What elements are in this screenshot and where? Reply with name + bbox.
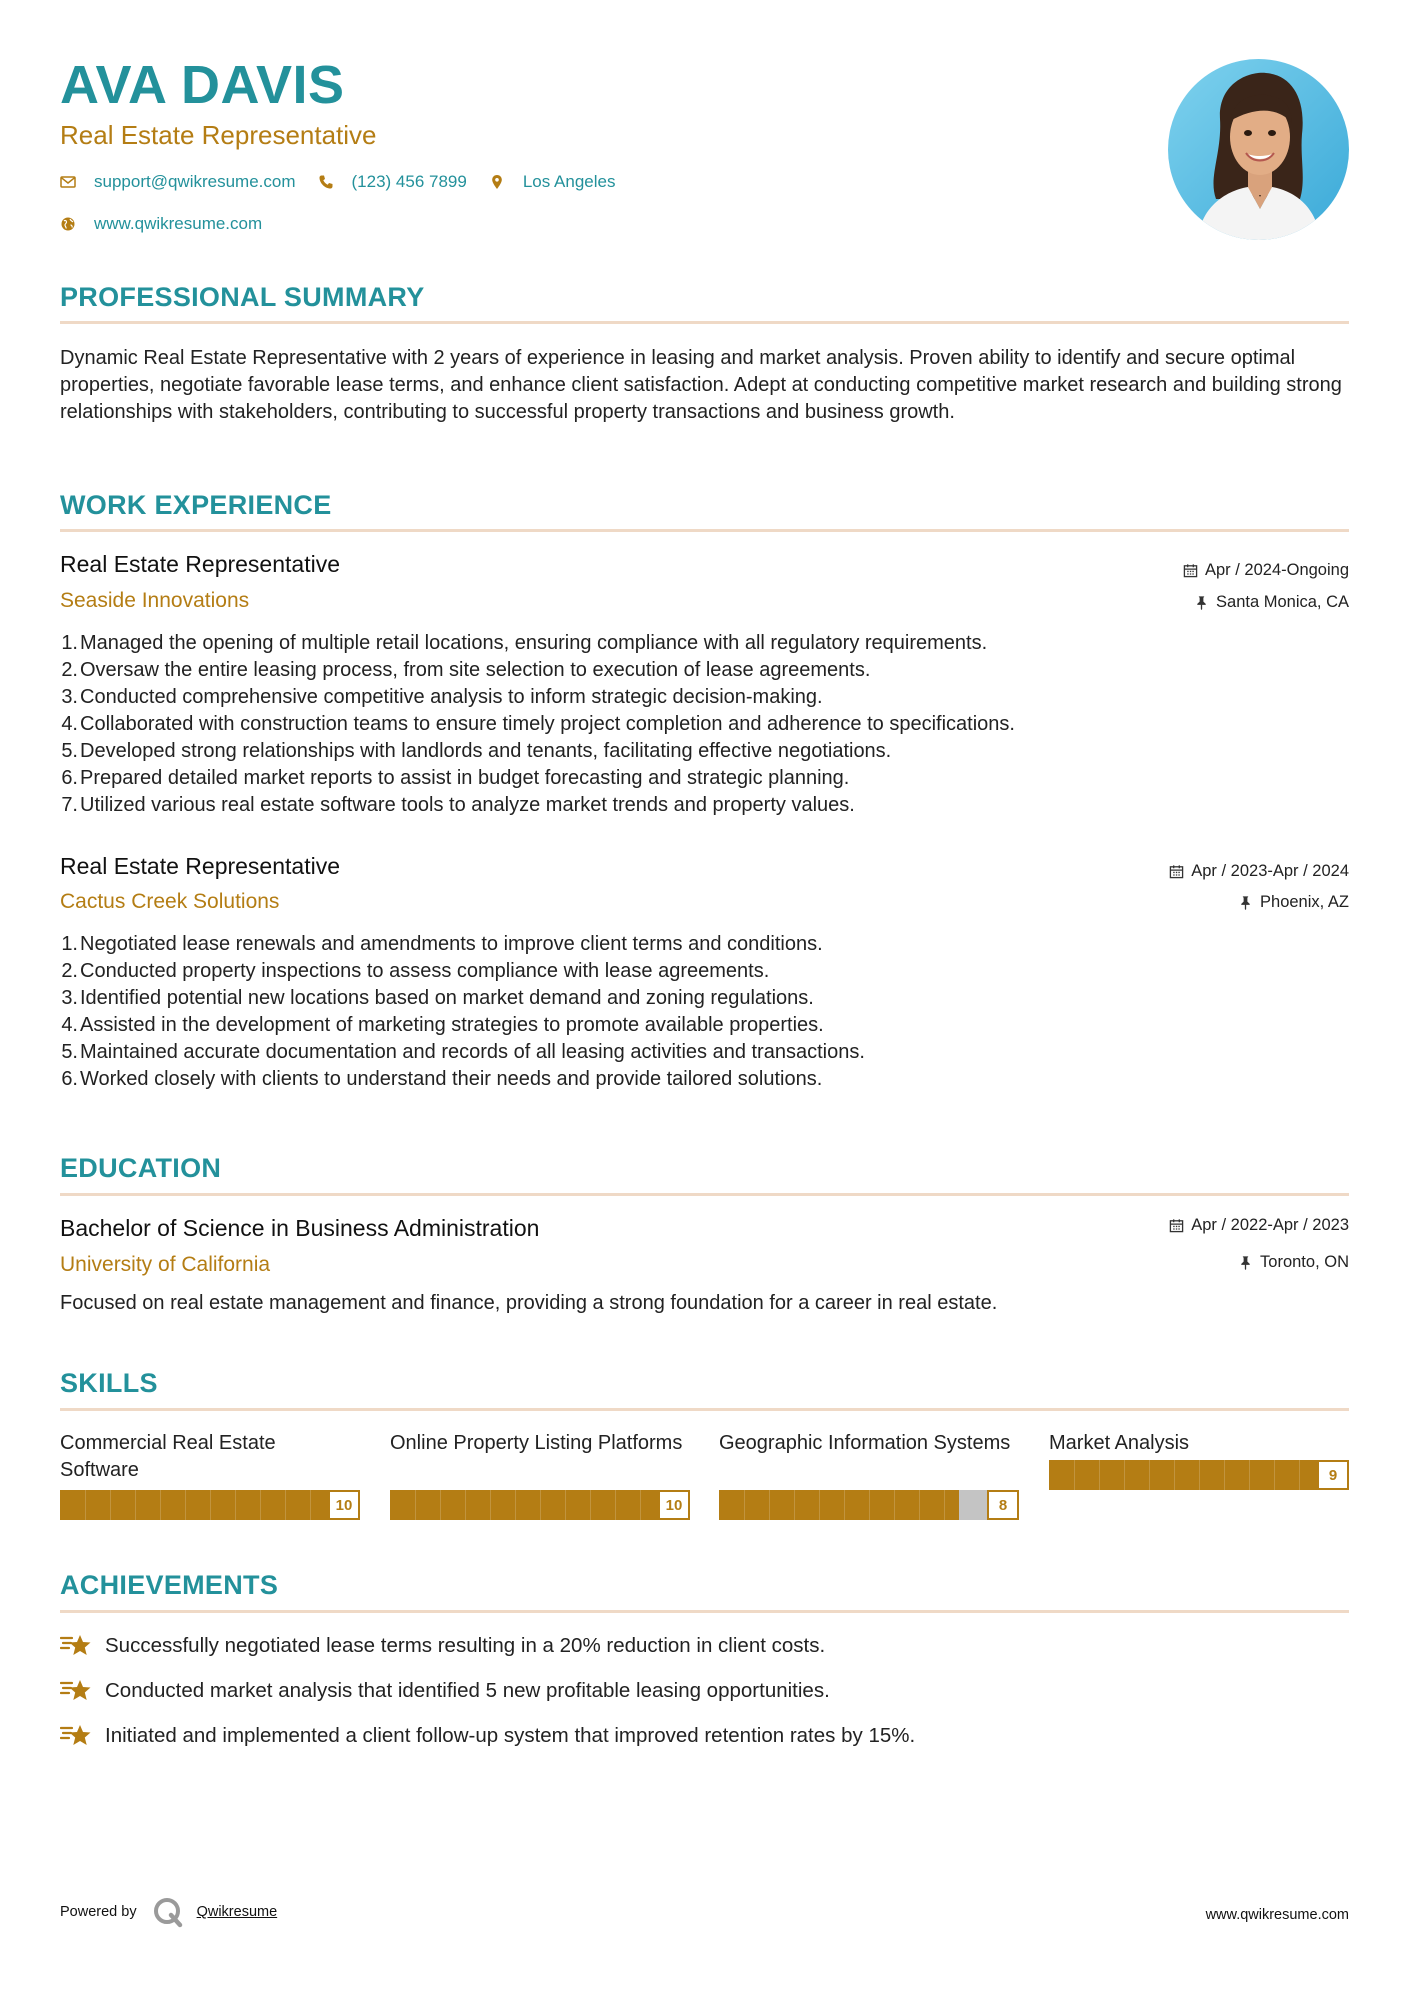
skill-bar-segment — [819, 1490, 820, 1520]
skill-bar-segment — [85, 1490, 86, 1520]
education-description: Focused on real estate management and finance, providing a strong foundation for a career in real estate. — [60, 1292, 998, 1314]
skill-score: 9 — [1317, 1460, 1349, 1490]
contact-email[interactable] — [60, 172, 296, 192]
list-item: 7. Utilized various real estate software tools to analyze market trends and property values. — [61, 794, 855, 816]
section-heading-summary: PROFESSIONAL SUMMARY — [60, 282, 425, 312]
contact-row-primary — [60, 172, 637, 192]
location-text: Los Angeles — [522, 172, 616, 191]
skill-bar-fill — [719, 1490, 959, 1520]
section-divider — [60, 1193, 1349, 1196]
profile-photo — [1168, 59, 1349, 240]
phone-text: (123) 456 7899 — [351, 172, 467, 191]
achievement-text: Initiated and implemented a client follow-up system that improved retention rates by 15%. — [105, 1724, 916, 1747]
contact-row-secondary — [60, 214, 284, 234]
skill-bar-segment — [640, 1490, 641, 1520]
skill-bar-segment — [260, 1490, 261, 1520]
qwikresume-link[interactable]: Qwikresume — [196, 1904, 278, 1920]
education-dates — [1169, 1216, 1349, 1235]
school-name: University of California — [60, 1253, 271, 1276]
list-item: 6. Worked closely with clients to understand their needs and provide tailored solutions. — [61, 1068, 823, 1090]
candidate-name: AVA DAVIS — [60, 55, 345, 115]
star-award-icon — [60, 1722, 92, 1750]
contact-location — [489, 172, 616, 192]
skill-bar-fill — [1049, 1460, 1319, 1490]
star-award-icon — [60, 1677, 92, 1705]
achievement-item — [60, 1677, 830, 1705]
company-name: Cactus Creek Solutions — [60, 890, 280, 913]
section-heading-education: EDUCATION — [60, 1153, 222, 1183]
section-heading-achievements: ACHIEVEMENTS — [60, 1570, 279, 1600]
skill-bar-segment — [1249, 1460, 1250, 1490]
job-responsibilities — [60, 931, 1350, 1093]
skill-bar-segment — [440, 1490, 441, 1520]
skill-bar-segment — [919, 1490, 920, 1520]
envelope-icon — [60, 174, 76, 190]
list-item: 1. Managed the opening of multiple retail locations, ensuring compliance with all regulatory requirements. — [61, 632, 988, 654]
skill-bar-segment — [110, 1490, 111, 1520]
star-award-icon — [60, 1632, 92, 1660]
push-pin-icon — [1238, 1255, 1253, 1270]
skill-bar-segment — [1224, 1460, 1225, 1490]
job-location — [1238, 893, 1349, 912]
qwikresume-logo-icon — [151, 1895, 185, 1929]
list-item: 3. Conducted comprehensive competitive analysis to inform strategic decision-making. — [61, 686, 823, 708]
skill-item — [719, 1430, 1019, 1520]
skill-bar-segment — [869, 1490, 870, 1520]
push-pin-icon — [1238, 895, 1253, 910]
skill-bar-segment — [1274, 1460, 1275, 1490]
skill-bar-segment — [160, 1490, 161, 1520]
skill-bar-segment — [1074, 1460, 1075, 1490]
contact-website[interactable] — [60, 214, 262, 234]
candidate-title: Real Estate Representative — [60, 120, 377, 150]
skill-rating-bar — [1049, 1460, 1349, 1490]
skill-bar-segment — [894, 1490, 895, 1520]
skill-bar-segment — [1174, 1460, 1175, 1490]
calendar-icon — [1169, 1218, 1184, 1233]
skill-bar-segment — [769, 1490, 770, 1520]
education-location-text: Toronto, ON — [1260, 1253, 1349, 1271]
job-title: Real Estate Representative — [60, 551, 340, 577]
push-pin-icon — [1194, 595, 1209, 610]
job-dates — [1169, 862, 1349, 881]
skill-rating-bar — [60, 1490, 360, 1520]
list-item: 3. Identified potential new locations based on market demand and zoning regulations. — [61, 987, 814, 1009]
list-item: 5. Maintained accurate documentation and records of all leasing activities and transactions. — [61, 1041, 865, 1063]
skill-rating-bar — [719, 1490, 1019, 1520]
achievement-item — [60, 1632, 825, 1660]
skill-bar-segment — [185, 1490, 186, 1520]
achievement-text: Conducted market analysis that identified 5 new profitable leasing opportunities. — [105, 1679, 830, 1702]
skill-bar-segment — [135, 1490, 136, 1520]
skill-bar-segment — [285, 1490, 286, 1520]
skill-bar-segment — [415, 1490, 416, 1520]
section-heading-skills: SKILLS — [60, 1368, 158, 1398]
list-item: 6. Prepared detailed market reports to assist in budget forecasting and strategic planning. — [61, 767, 850, 789]
skill-score: 10 — [658, 1490, 690, 1520]
skill-bar-segment — [310, 1490, 311, 1520]
job-title: Real Estate Representative — [60, 853, 340, 879]
section-heading-experience: WORK EXPERIENCE — [60, 490, 332, 520]
list-item: 1. Negotiated lease renewals and amendments to improve client terms and conditions. — [61, 933, 823, 955]
skill-bar-segment — [1199, 1460, 1200, 1490]
skill-name: Market Analysis — [1049, 1432, 1190, 1454]
list-item: 5. Developed strong relationships with landlords and tenants, facilitating effective negotiations. — [61, 740, 892, 762]
job-location-text: Santa Monica, CA — [1216, 593, 1349, 611]
job-dates-text: Apr / 2024-Ongoing — [1204, 561, 1349, 579]
map-pin-icon — [489, 174, 505, 190]
email-text: support@qwikresume.com — [94, 172, 296, 191]
skill-name: Commercial Real Estate Software — [60, 1432, 276, 1481]
skill-bar-segment — [210, 1490, 211, 1520]
skill-bar-segment — [465, 1490, 466, 1520]
skill-score: 8 — [987, 1490, 1019, 1520]
achievement-text: Successfully negotiated lease terms resulting in a 20% reduction in client costs. — [105, 1634, 826, 1657]
skill-bar-segment — [944, 1490, 945, 1520]
job-dates-text: Apr / 2023-Apr / 2024 — [1191, 862, 1349, 880]
powered-by-text: Powered by — [60, 1904, 137, 1920]
skill-bar-segment — [744, 1490, 745, 1520]
skill-bar-segment — [615, 1490, 616, 1520]
list-item: 4. Assisted in the development of marketing strategies to promote available properties. — [61, 1014, 824, 1036]
degree-title: Bachelor of Science in Business Administration — [60, 1215, 540, 1241]
section-divider — [60, 529, 1349, 532]
skill-item — [1049, 1430, 1349, 1490]
list-item: 2. Conducted property inspections to assess compliance with lease agreements. — [61, 960, 770, 982]
skill-bar-segment — [515, 1490, 516, 1520]
section-divider — [60, 1610, 1349, 1613]
job-responsibilities — [60, 630, 1350, 819]
skill-bar-segment — [794, 1490, 795, 1520]
skill-rating-bar — [390, 1490, 690, 1520]
skill-name: Online Property Listing Platforms — [390, 1432, 683, 1454]
globe-icon — [60, 216, 76, 232]
section-divider — [60, 321, 1349, 324]
calendar-icon — [1183, 563, 1198, 578]
skill-bar-segment — [1124, 1460, 1125, 1490]
skill-bar-segment — [235, 1490, 236, 1520]
skill-bar-segment — [490, 1490, 491, 1520]
company-name: Seaside Innovations — [60, 589, 250, 612]
skill-score: 10 — [328, 1490, 360, 1520]
phone-icon — [318, 174, 334, 190]
skill-item — [60, 1430, 360, 1520]
footer-powered-by — [60, 1895, 277, 1929]
skill-bar-segment — [540, 1490, 541, 1520]
achievement-item — [60, 1722, 915, 1750]
skill-bar-segment — [1099, 1460, 1100, 1490]
section-divider — [60, 1408, 1349, 1411]
summary-text: Dynamic Real Estate Representative with 2 years of experience in leasing and market analysis. Proven ability to identify and secure optimal properties, negotiate favorable lease terms, and enhance client satisfaction. Adept at conducting competitive market research and building strong relationships with stakeholders, contributing to successful property transactions and business growth. — [60, 347, 1342, 423]
skill-bar-segment — [1299, 1460, 1300, 1490]
job-dates — [1183, 561, 1349, 580]
job-location — [1194, 593, 1349, 612]
calendar-icon — [1169, 864, 1184, 879]
education-dates-text: Apr / 2022-Apr / 2023 — [1191, 1216, 1349, 1234]
skill-bar-segment — [1149, 1460, 1150, 1490]
list-item: 2. Oversaw the entire leasing process, from site selection to execution of lease agreements. — [61, 659, 871, 681]
skill-bar-segment — [844, 1490, 845, 1520]
skill-bar-segment — [590, 1490, 591, 1520]
footer-website[interactable]: www.qwikresume.com — [1205, 1907, 1349, 1923]
skill-name: Geographic Information Systems — [719, 1432, 1011, 1454]
list-item: 4. Collaborated with construction teams to ensure timely project completion and adherence to specifications. — [61, 713, 1015, 735]
website-text: www.qwikresume.com — [94, 214, 263, 233]
skill-bar-segment — [565, 1490, 566, 1520]
skill-item — [390, 1430, 690, 1520]
job-location-text: Phoenix, AZ — [1260, 893, 1349, 911]
education-location — [1238, 1253, 1349, 1272]
contact-phone[interactable] — [318, 172, 467, 192]
